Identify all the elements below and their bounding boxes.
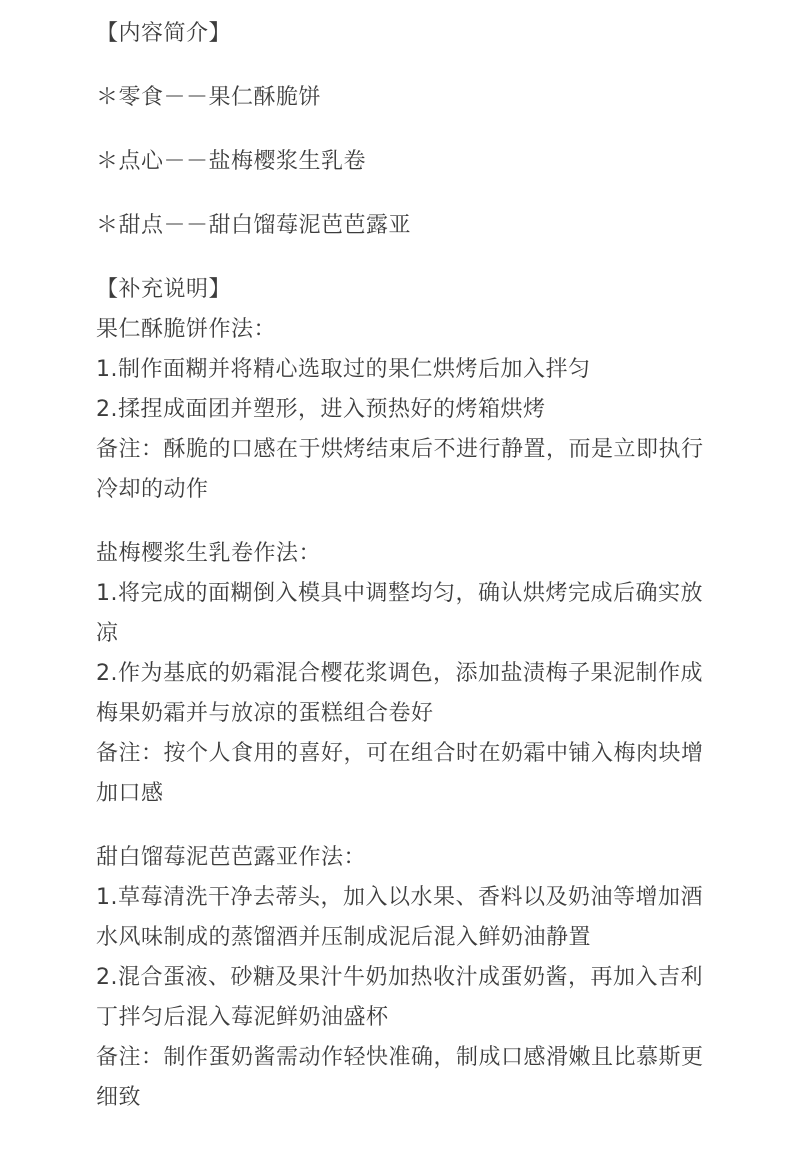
recipe-step: 1.草莓清洗干净去蒂头，加入以水果、香料以及奶油等增加酒水风味制成的蒸馏酒并压制成泥后混入鲜奶油静置 — [96, 885, 703, 950]
spacer — [96, 54, 706, 78]
spacer — [96, 246, 706, 270]
spacer — [96, 182, 706, 206]
intro-item-pastry: ＊点心－－盐梅樱浆生乳卷 — [96, 149, 367, 174]
recipe-title: 盐梅樱浆生乳卷作法： — [96, 541, 322, 566]
recipe-step: 2.作为基底的奶霜混合樱花浆调色，添加盐渍梅子果泥制作成梅果奶霜并与放凉的蛋糕组合卷好 — [96, 661, 703, 726]
document-body — [96, 14, 706, 1118]
recipe-remark: 备注：制作蛋奶酱需动作轻快准确，制成口感滑嫩且比慕斯更细致 — [96, 1045, 704, 1110]
recipe-step: 1.制作面糊并将精心选取过的果仁烘烤后加入拌匀 — [96, 357, 591, 382]
intro-heading: 【内容简介】 — [96, 21, 232, 46]
spacer — [96, 118, 706, 142]
recipe-title: 甜白馏莓泥芭芭露亚作法： — [96, 845, 367, 870]
spacer — [96, 814, 706, 838]
recipe-remark: 备注：酥脆的口感在于烘烤结束后不进行静置，而是立即执行冷却的动作 — [96, 437, 704, 502]
recipe-step: 2.混合蛋液、砂糖及果汁牛奶加热收汁成蛋奶酱，再加入吉利丁拌匀后混入莓泥鲜奶油盛杯 — [96, 965, 703, 1030]
intro-item-snack: ＊零食－－果仁酥脆饼 — [96, 85, 322, 110]
recipe-step: 2.揉捏成面团并塑形，进入预热好的烤箱烘烤 — [96, 397, 546, 422]
recipe-title: 果仁酥脆饼作法： — [96, 317, 277, 342]
notes-heading: 【补充说明】 — [96, 277, 232, 302]
spacer — [96, 510, 706, 534]
recipe-step: 1.将完成的面糊倒入模具中调整均匀，确认烘烤完成后确实放凉 — [96, 581, 703, 646]
recipe-remark: 备注：按个人食用的喜好，可在组合时在奶霜中铺入梅肉块增加口感 — [96, 741, 704, 806]
intro-item-dessert: ＊甜点－－甜白馏莓泥芭芭露亚 — [96, 213, 412, 238]
